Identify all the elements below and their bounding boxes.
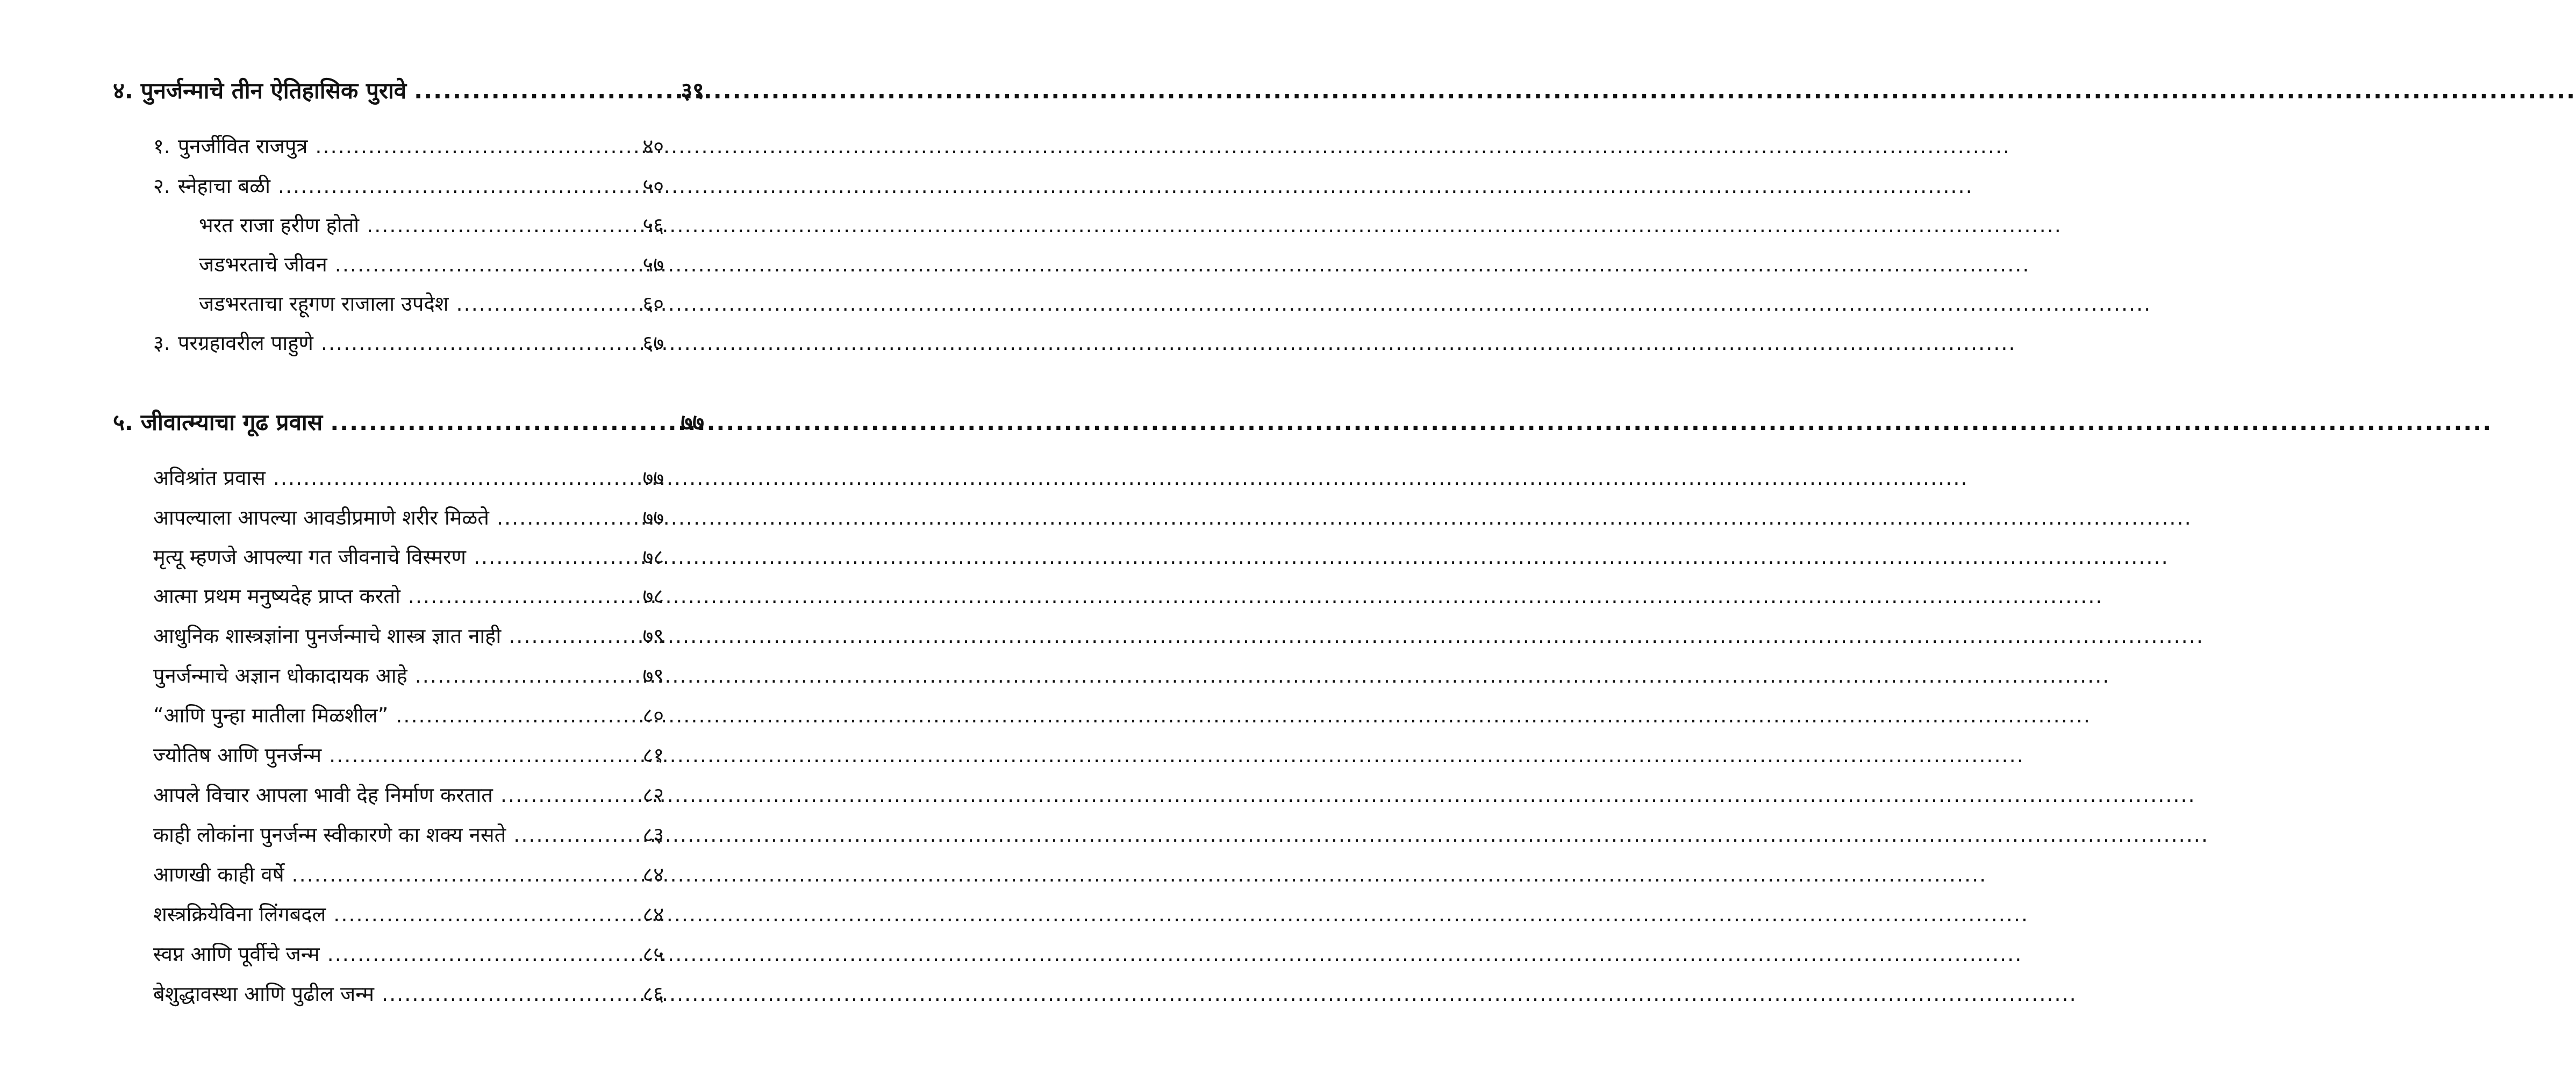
entry-page-number: ८४ <box>642 902 664 926</box>
dot-leader <box>333 900 638 928</box>
entry-title: आपले विचार आपला भावी देह निर्माण करतात <box>153 783 493 807</box>
entry-page-number: ८४ <box>642 863 664 886</box>
dot-leader <box>321 329 639 357</box>
dot-leader <box>273 464 639 492</box>
entry-title: स्वप्न आणि पूर्वीचे जन्म <box>153 942 320 966</box>
chapter-page-number: ७७ <box>681 409 704 435</box>
chapter-heading <box>113 407 704 438</box>
chapter-page-number: ३९ <box>681 77 704 104</box>
toc-entry <box>153 582 664 610</box>
entry-title: आधुनिक शास्त्रज्ञांना पुनर्जन्माचे शास्त्र ज्ञात नाही <box>153 624 502 648</box>
entry-title: अविश्रांत प्रवास <box>153 466 266 490</box>
dot-leader <box>315 132 638 160</box>
entry-page-number: ७८ <box>642 545 664 569</box>
dot-leader <box>474 543 639 571</box>
entry-page-number: ८५ <box>642 942 664 966</box>
entry-title: जडभरताचा रहूगण राजाला उपदेश <box>199 292 449 316</box>
toc-entry <box>153 132 664 160</box>
entry-page-number: ८६ <box>642 982 664 1006</box>
entry-page-number: ५७ <box>642 253 664 276</box>
entry-title: आत्मा प्रथम मनुष्यदेह प्राप्त करतो <box>153 584 400 608</box>
dot-leader <box>497 504 639 532</box>
dot-leader <box>456 290 639 318</box>
entry-number: १. <box>153 134 170 158</box>
entry-page-number: ८२ <box>642 783 664 807</box>
entry-title: बेशुद्धावस्था आणि पुढील जन्म <box>153 982 374 1006</box>
toc-entry <box>153 543 664 571</box>
table-of-contents-page <box>0 0 806 1075</box>
dot-leader <box>500 781 639 809</box>
entry-title: जडभरताचे जीवन <box>199 253 327 276</box>
entry-title: ज्योतिष आणि पुनर्जन्म <box>153 743 322 767</box>
toc-entry <box>153 504 664 532</box>
dot-leader <box>330 407 676 438</box>
entry-title: स्नेहाचा बळी <box>177 174 270 198</box>
entry-page-number: ५६ <box>642 213 664 237</box>
entry-number: २. <box>153 174 170 198</box>
toc-entry <box>153 329 664 357</box>
dot-leader <box>414 75 676 106</box>
toc-subentry <box>199 290 664 318</box>
entry-page-number: ६७ <box>642 331 664 355</box>
entry-page-number: ८० <box>642 704 664 727</box>
entry-title: काही लोकांना पुनर्जन्म स्वीकारणे का शक्य नसते <box>153 823 506 847</box>
entry-page-number: ८३ <box>642 823 664 847</box>
chapter-title: जीवात्म्याचा गूढ प्रवास <box>140 409 323 435</box>
entry-page-number: ६० <box>642 292 664 316</box>
dot-leader <box>396 701 638 729</box>
toc-entry <box>153 622 664 650</box>
entry-title: पुनर्जीवित राजपुत्र <box>177 134 308 158</box>
toc-entry <box>153 980 664 1008</box>
entry-title: आणखी काही वर्षे <box>153 863 284 886</box>
toc-entry <box>153 940 664 968</box>
entry-page-number: ७९ <box>642 624 664 648</box>
chapter-heading <box>113 75 704 106</box>
dot-leader <box>509 622 638 650</box>
dot-leader <box>292 861 639 888</box>
dot-leader <box>408 582 639 610</box>
dot-leader <box>415 662 639 690</box>
entry-title: मृत्यू म्हणजे आपल्या गत जीवनाचे विस्मरण <box>153 545 466 569</box>
toc-entry <box>153 781 664 809</box>
entry-page-number: ७९ <box>642 664 664 687</box>
entry-title: “आणि पुन्हा मातीला मिळशील” <box>153 704 389 727</box>
dot-leader <box>327 940 639 968</box>
entry-number: ३. <box>153 331 170 355</box>
toc-entry <box>153 701 664 729</box>
toc-entry <box>153 861 664 888</box>
entry-page-number: ७७ <box>642 506 664 529</box>
toc-subentry <box>199 250 664 278</box>
entry-page-number: ५० <box>642 174 664 198</box>
dot-leader <box>335 250 639 278</box>
entry-page-number: ४० <box>642 134 664 158</box>
dot-leader <box>513 821 638 849</box>
entry-page-number: ७७ <box>642 466 664 490</box>
toc-entry <box>153 741 664 769</box>
entry-title: शस्त्रक्रियेविना लिंगबदल <box>153 902 326 926</box>
chapter-title: पुनर्जन्माचे तीन ऐतिहासिक पुरावे <box>140 77 407 104</box>
toc-entry <box>153 821 664 849</box>
entry-page-number: ८१ <box>642 743 664 767</box>
toc-entry <box>153 172 664 200</box>
toc-subentry <box>199 211 664 239</box>
dot-leader <box>367 211 638 239</box>
chapter-number: ४. <box>113 77 133 104</box>
toc-entry <box>153 900 664 928</box>
entry-title: परग्रहावरील पाहुणे <box>177 331 313 355</box>
dot-leader <box>329 741 638 769</box>
entry-title: पुनर्जन्माचे अज्ञान धोकादायक आहे <box>153 664 407 687</box>
dot-leader <box>278 172 639 200</box>
entry-title: भरत राजा हरीण होतो <box>199 213 360 237</box>
entry-title: आपल्याला आपल्या आवडीप्रमाणे शरीर मिळते <box>153 506 489 529</box>
entry-page-number: ७८ <box>642 584 664 608</box>
chapter-number: ५. <box>113 409 133 435</box>
dot-leader <box>382 980 638 1008</box>
toc-entry <box>153 464 664 492</box>
toc-entry <box>153 662 664 690</box>
